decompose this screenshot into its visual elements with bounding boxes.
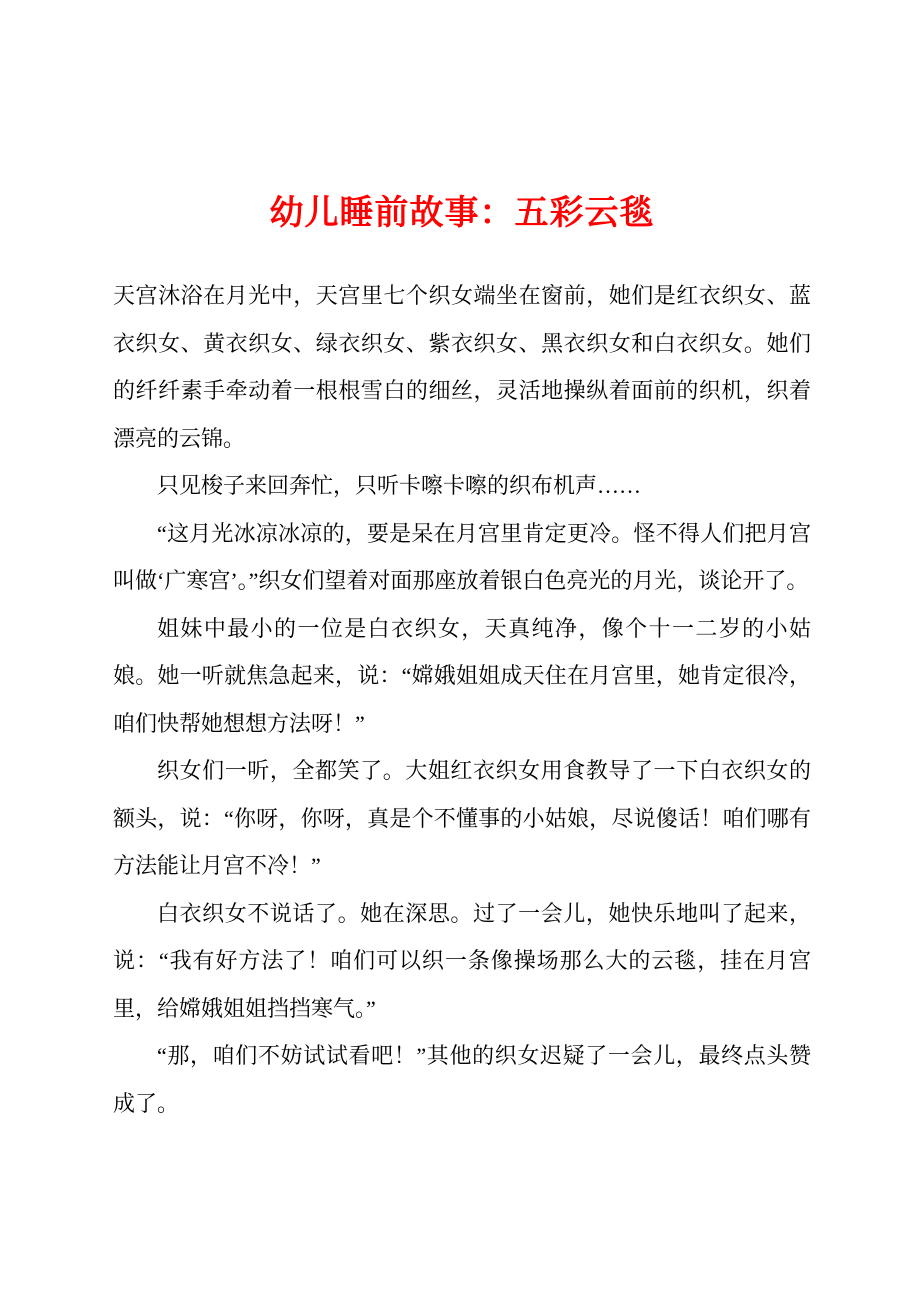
story-paragraph: 只见梭子来回奔忙，只听卡嚓卡嚓的织布机声…… [157, 473, 642, 498]
story-body [113, 272, 811, 1127]
story-paragraph: 织女们一听，全都笑了。大姐红衣织女用食教导了一下白衣织女的额头，说：“你呀，你呀，真是个不懂事的小姑娘，尽说傻话！咱们哪有方法能让月宫不冷！” [113, 758, 811, 878]
story-paragraph: “这月光冰凉冰凉的，要是呆在月宫里肯定更冷。怪不得人们把月宫叫做‘广寒宫’。”织女们望着对面那座放着银白色亮光的月光，谈论开了。 [113, 520, 811, 593]
story-paragraph: 白衣织女不说话了。她在深思。过了一会儿，她快乐地叫了起来，说：“我有好方法了！咱们可以织一条像操场那么大的云毯，挂在月宫里，给嫦娥姐姐挡挡寒气。” [113, 900, 811, 1021]
story-paragraph: 姐妹中最小的一位是白衣织女，天真纯净，像个十一二岁的小姑娘。她一听就焦急起来，说：“嫦娥姐姐成天住在月宫里，她肯定很冷，咱们快帮她想想方法呀！” [113, 615, 811, 736]
document-content [113, 0, 811, 1127]
story-paragraph: “那，咱们不妨试试看吧！”其他的织女迟疑了一会儿，最终点头赞成了。 [113, 1043, 811, 1116]
story-paragraph: 天宫沐浴在月光中，天宫里七个织女端坐在窗前，她们是红衣织女、蓝衣织女、黄衣织女、绿衣织女、紫衣织女、黑衣织女和白衣织女。她们的纤纤素手牵动着一根根雪白的细丝，灵活地操纵着面前的织机，织着漂亮的云锦。 [113, 283, 811, 451]
page-title: 幼儿睡前故事：五彩云毯 [269, 195, 655, 232]
